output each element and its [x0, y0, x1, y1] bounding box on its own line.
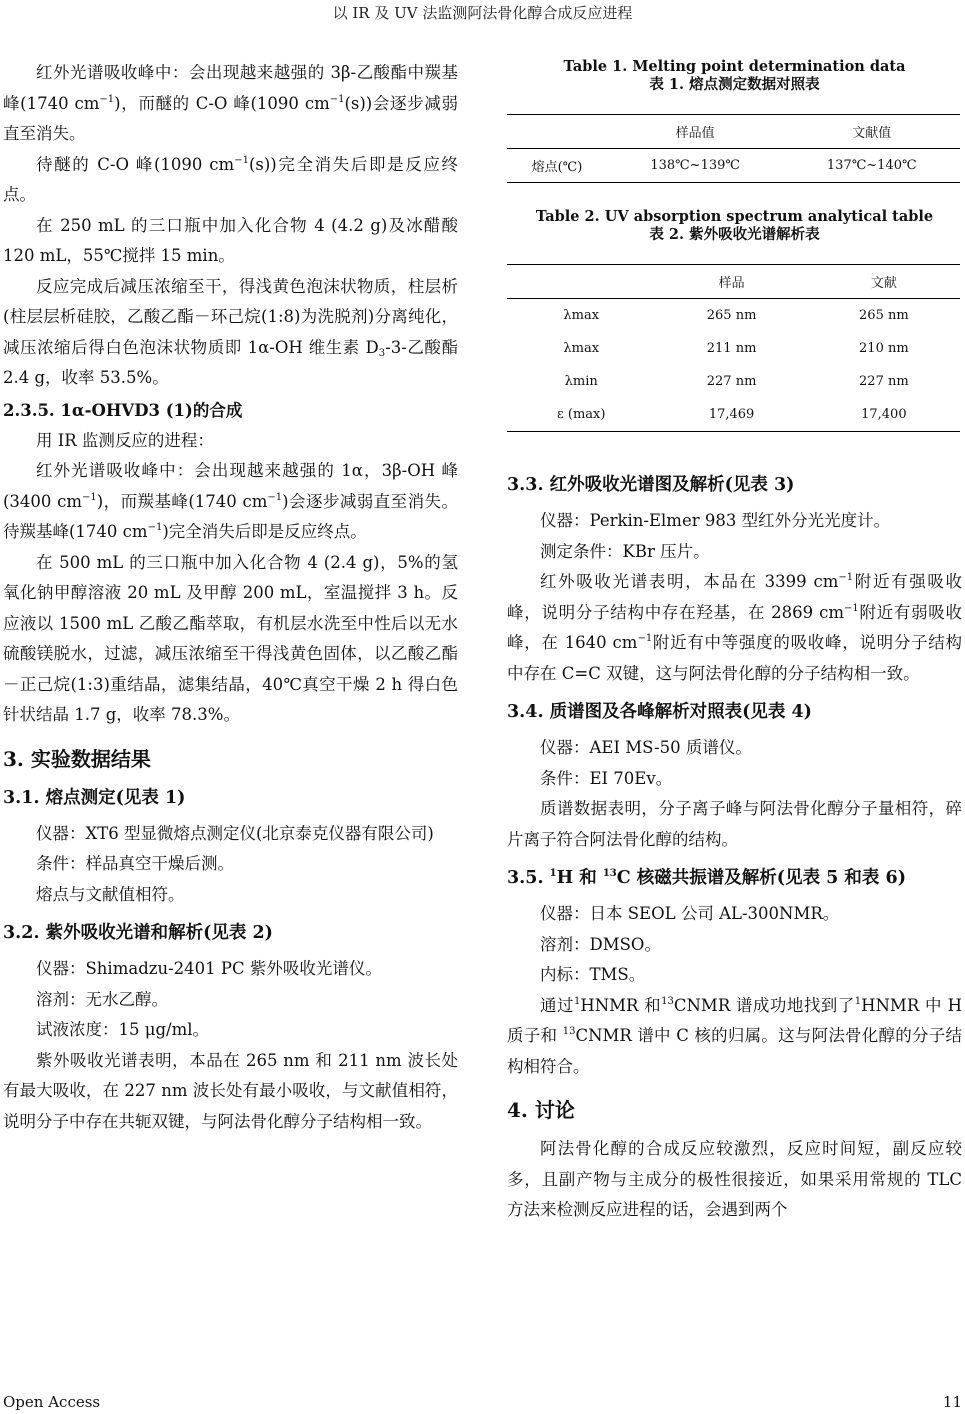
table-2-caption-zh: 表 2. 紫外吸收光谱解析表 [649, 226, 820, 243]
table-cell: 138℃~139℃ [650, 158, 740, 173]
section-heading-4: 4. 讨论 [507, 1098, 575, 1122]
table-cell: ε (max) [557, 407, 606, 422]
table-1-block [507, 58, 962, 183]
paragraph: 条件：样品真空干燥后测。 [36, 854, 234, 873]
table-cell: λmax [563, 341, 600, 356]
section-heading-3-3: 3.3. 红外吸收光谱图及解析(见表 3) [507, 475, 795, 495]
paragraph: 待醚的 C-O 峰(1090 $cm^{-1}(s)$)完全消失后即是反应终点。 [3, 154, 459, 204]
table-cell: 227 nm [859, 374, 909, 389]
paragraph: 仪器：AEI MS-50 质谱仪。 [540, 738, 752, 757]
section-heading-3: 3. 实验数据结果 [3, 746, 151, 771]
table-row [507, 299, 960, 333]
table-row [507, 365, 960, 398]
paragraph: 内标：TMS。 [540, 965, 646, 984]
paragraph: 在 500 mL 的三口瓶中加入化合物 4 (2.4 g)，5%的氢氧化钠甲醇溶液 20 mL 及甲醇 200 mL，室温搅拌 3 h。反应液以 1500 mL 乙酸乙酯萃取，有机层水洗至中性后以无水硫酸镁脱水，过滤，减压浓缩至干得浅黄色固体，以乙酸乙酯－正己烷(1:3)重结晶，滤集结晶，40℃真空干燥 2 h 得白色针状结晶 1.7 g，收率 78.3%。 [3, 552, 458, 724]
paragraph: 试液浓度：15 μg/ml。 [36, 1020, 210, 1039]
table-header-cell: 样品 [718, 276, 745, 291]
table-header-cell: 文献 [870, 276, 897, 291]
paragraph: 溶剂：无水乙醇。 [36, 989, 168, 1009]
table-cell: λmax [563, 308, 600, 323]
table-cell: 211 nm [706, 341, 757, 356]
left-column [3, 58, 458, 1137]
paragraph: 用 IR 监测反应的进程： [36, 430, 214, 450]
table-header-cell: 样品值 [675, 126, 715, 141]
section-heading-3-1: 3.1. 熔点测定(见表 1) [3, 787, 186, 808]
table-header-cell [507, 265, 655, 299]
paragraph: 红外光谱吸收峰中：会出现越来越强的 1α，3β-OH 峰(3400 $cm^{-1}$)，而羰基峰(1740 $cm^{-1}$)会逐步减弱直至消失。待羰基峰(1740 $cm^{-1}$)完全消失后即是反应终点。 [3, 461, 459, 541]
section-heading-2-3-5: 2.3.5. 1α-OHVD3 (1)的合成 [3, 400, 243, 420]
table-row [507, 332, 960, 365]
paragraph: 仪器：日本 SEOL 公司 AL-300NMR。 [540, 904, 840, 923]
running-header: 以 IR 及 UV 法监测阿法骨化醇合成反应进程 [332, 4, 633, 22]
paragraph: 质谱数据表明，分子离子峰与阿法骨化醇分子量相符，碎片离子符合阿法骨化醇的结构。 [507, 799, 962, 849]
paragraph: 仪器：Shimadzu-2401 PC 紫外吸收光谱仪。 [36, 959, 382, 978]
table-header-row [507, 115, 960, 149]
paragraph: 条件：EI 70Ev。 [540, 768, 673, 788]
paragraph: 反应完成后减压浓缩至干，得浅黄色泡沫状物质，柱层析(柱层层析硅胶，乙酸乙酯－环己烷(1:8)为洗脱剂)分离纯化，减压浓缩后得白色泡沫状物质即 1α-OH 维生素 $D_3-3-$乙酸酯 2.4 g，收率 53.5%。 [3, 276, 458, 387]
table-row [507, 398, 960, 432]
footer-open-access: Open Access [3, 1393, 101, 1411]
table-row [507, 149, 960, 183]
table-cell: 17,400 [861, 407, 907, 422]
section-heading-3-4: 3.4. 质谱图及各峰解析对照表(见表 4) [507, 702, 812, 722]
section-heading-3-2: 3.2. 紫外吸收光谱和解析(见表 2) [3, 923, 273, 943]
right-column [507, 58, 962, 1226]
paragraph: 溶剂：DMSO。 [540, 934, 661, 954]
table-cell: 熔点(℃) [531, 160, 583, 175]
table-1 [507, 114, 960, 183]
table-cell: 265 nm [859, 308, 909, 323]
paragraph: 红外光谱吸收峰中：会出现越来越强的 3β-乙酸酯中羰基峰(1740 $cm^{-1}$)，而醚的 C-O 峰(1090 $cm^{-1}(s)$)会逐步减弱直至消失。 [3, 63, 459, 143]
table-header-cell: 文献值 [852, 126, 892, 141]
table-header-row [507, 265, 960, 299]
paragraph: 通过$^1$HNMR 和$^{13}$CNMR 谱成功地找到了$^1$HNMR 中 H 质子和 $^{13}$CNMR 谱中 C 核的归属。这与阿法骨化醇的分子结构相符合。 [507, 995, 963, 1076]
table-2 [507, 264, 960, 432]
section-heading-3-5: 3.5. $^1$H 和 $^{13}$C 核磁共振谱及解析(见表 5 和表 6) [507, 868, 906, 888]
paragraph: 熔点与文献值相符。 [36, 884, 185, 904]
paragraph: 紫外吸收光谱表明，本品在 265 nm 和 211 nm 波长处有最大吸收，在 227 nm 波长处有最小吸收，与文献值相符，说明分子中存在共轭双键，与阿法骨化醇分子结构相一致。 [3, 1050, 458, 1131]
table-1-caption-en: Table 1. Melting point determination data [563, 58, 906, 75]
table-1-caption-zh: 表 1. 熔点测定数据对照表 [649, 76, 820, 93]
table-cell: 17,469 [708, 407, 755, 422]
table-cell: λmin [564, 374, 598, 389]
page-number: 11 [942, 1393, 962, 1411]
paragraph: 在 250 mL 的三口瓶中加入化合物 4 (4.2 g)及冰醋酸 120 mL，55℃搅拌 15 min。 [3, 215, 458, 265]
paragraph: 阿法骨化醇的合成反应较激烈，反应时间短，副反应较多，且副产物与主成分的极性很接近，如果采用常规的 TLC 方法来检测反应进程的话，会遇到两个 [507, 1139, 962, 1219]
table-cell: 137℃~140℃ [826, 158, 917, 173]
table-cell: 210 nm [859, 341, 909, 356]
right-body [507, 470, 962, 1226]
table-cell: 265 nm [706, 308, 757, 323]
table-cell: 227 nm [706, 374, 757, 389]
paragraph: 仪器：XT6 型显微熔点测定仪(北京泰克仪器有限公司) [36, 823, 434, 843]
table-header-cell [507, 115, 607, 149]
paragraph: 测定条件：KBr 压片。 [540, 541, 710, 561]
table-2-caption-en: Table 2. UV absorption spectrum analytical table [535, 208, 934, 225]
paragraph: 红外吸收光谱表明，本品在 3399 $cm^{-1}$附近有强吸收峰，说明分子结构中存在羟基，在 2869 $cm^{-1}$附近有弱吸收峰，在 1640 $cm^{-1}$附近有中等强度的吸收峰，说明分子结构中存在 C=C 双键，这与阿法骨化醇的分子结构相一致。 [507, 572, 963, 683]
table-2-block [507, 208, 962, 432]
paragraph: 仪器：Perkin-Elmer 983 型红外分光光度计。 [540, 511, 891, 530]
